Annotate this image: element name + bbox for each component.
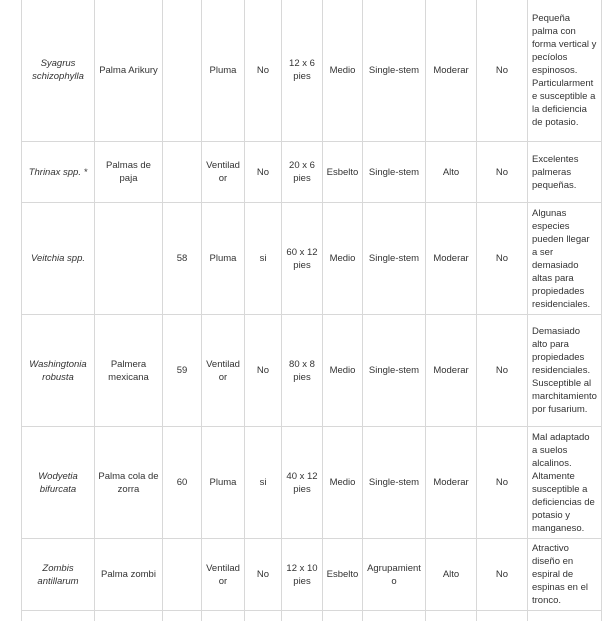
empty-cell: [202, 611, 245, 622]
notes-cell: Demasiado alto para propiedades residenciales. Susceptible al marchitamiento por fusarium.: [528, 315, 602, 427]
growth-cell: Medio: [323, 315, 363, 427]
common-name-cell: Palma zombi: [95, 539, 163, 611]
notes-cell: Algunas especies pueden llegar a ser demasiado altas para propiedades residenciales.: [528, 203, 602, 315]
size-cell: 60 x 12 pies: [282, 203, 323, 315]
growth-cell: Medio: [323, 0, 363, 142]
number-cell: [163, 539, 202, 611]
scientific-name-cell: Thrinax spp. *: [22, 142, 95, 203]
trunk-cell: Single-stem: [363, 142, 426, 203]
leaf-type-cell: Ventilador: [202, 142, 245, 203]
lethal-yellowing-cell: No: [477, 539, 528, 611]
drought-cell: Moderar: [426, 315, 477, 427]
drought-cell: Moderar: [426, 203, 477, 315]
leaf-type-cell: Pluma: [202, 427, 245, 539]
salt-tolerance-cell: No: [245, 315, 282, 427]
salt-tolerance-cell: No: [245, 539, 282, 611]
salt-tolerance-cell: si: [245, 203, 282, 315]
leaf-type-cell: Pluma: [202, 203, 245, 315]
scientific-name-cell: Washingtonia robusta: [22, 315, 95, 427]
common-name-cell: Palma cola de zorra: [95, 427, 163, 539]
number-cell: 59: [163, 315, 202, 427]
empty-cell: [363, 611, 426, 622]
number-cell: [163, 142, 202, 203]
common-name-cell: Palma Arikury: [95, 0, 163, 142]
empty-cell: [426, 611, 477, 622]
empty-cell: [323, 611, 363, 622]
empty-cell: [95, 611, 163, 622]
size-cell: 12 x 10 pies: [282, 539, 323, 611]
growth-cell: Medio: [323, 203, 363, 315]
notes-cell: Mal adaptado a suelos alcalinos. Altamente susceptible a deficiencias de potasio y manganeso.: [528, 427, 602, 539]
trunk-cell: Single-stem: [363, 427, 426, 539]
size-cell: 12 x 6 pies: [282, 0, 323, 142]
table-row: [22, 539, 602, 611]
size-cell: 80 x 8 pies: [282, 315, 323, 427]
common-name-cell: Palmera mexicana: [95, 315, 163, 427]
growth-cell: Medio: [323, 427, 363, 539]
notes-cell: Excelentes palmeras pequeñas.: [528, 142, 602, 203]
lethal-yellowing-cell: No: [477, 203, 528, 315]
drought-cell: Alto: [426, 539, 477, 611]
notes-cell: Pequeña palma con forma vertical y pecíolos espinosos. Particularmente susceptible a la deficiencia de potasio.: [528, 0, 602, 142]
trunk-cell: Single-stem: [363, 0, 426, 142]
common-name-cell: Palmas de paja: [95, 142, 163, 203]
table-row: [22, 203, 602, 315]
empty-cell: [528, 611, 602, 622]
palm-species-table: [21, 0, 602, 621]
empty-cell: [245, 611, 282, 622]
number-cell: [163, 0, 202, 142]
number-cell: 60: [163, 427, 202, 539]
size-cell: 40 x 12 pies: [282, 427, 323, 539]
empty-cell: [22, 611, 95, 622]
lethal-yellowing-cell: No: [477, 142, 528, 203]
table-row: [22, 142, 602, 203]
scientific-name-cell: Veitchia spp.: [22, 203, 95, 315]
drought-cell: Moderar: [426, 427, 477, 539]
leaf-type-cell: Ventilador: [202, 315, 245, 427]
salt-tolerance-cell: No: [245, 0, 282, 142]
empty-cell: [477, 611, 528, 622]
empty-cell: [282, 611, 323, 622]
table-row: [22, 427, 602, 539]
leaf-type-cell: Ventilador: [202, 539, 245, 611]
table-row: [22, 315, 602, 427]
lethal-yellowing-cell: No: [477, 0, 528, 142]
salt-tolerance-cell: si: [245, 427, 282, 539]
drought-cell: Alto: [426, 142, 477, 203]
scientific-name-cell: Zombis antillarum: [22, 539, 95, 611]
drought-cell: Moderar: [426, 0, 477, 142]
leaf-type-cell: Pluma: [202, 0, 245, 142]
trunk-cell: Single-stem: [363, 315, 426, 427]
empty-cell: [163, 611, 202, 622]
growth-cell: Esbelto: [323, 142, 363, 203]
scientific-name-cell: Wodyetia bifurcata: [22, 427, 95, 539]
lethal-yellowing-cell: No: [477, 315, 528, 427]
common-name-cell: [95, 203, 163, 315]
number-cell: 58: [163, 203, 202, 315]
lethal-yellowing-cell: No: [477, 427, 528, 539]
trunk-cell: Agrupamiento: [363, 539, 426, 611]
table-row-partial: [22, 611, 602, 622]
size-cell: 20 x 6 pies: [282, 142, 323, 203]
salt-tolerance-cell: No: [245, 142, 282, 203]
trunk-cell: Single-stem: [363, 203, 426, 315]
growth-cell: Esbelto: [323, 539, 363, 611]
scientific-name-cell: Syagrus schizophylla: [22, 0, 95, 142]
table-row: [22, 0, 602, 142]
notes-cell: Atractivo diseño en espiral de espinas en el tronco.: [528, 539, 602, 611]
